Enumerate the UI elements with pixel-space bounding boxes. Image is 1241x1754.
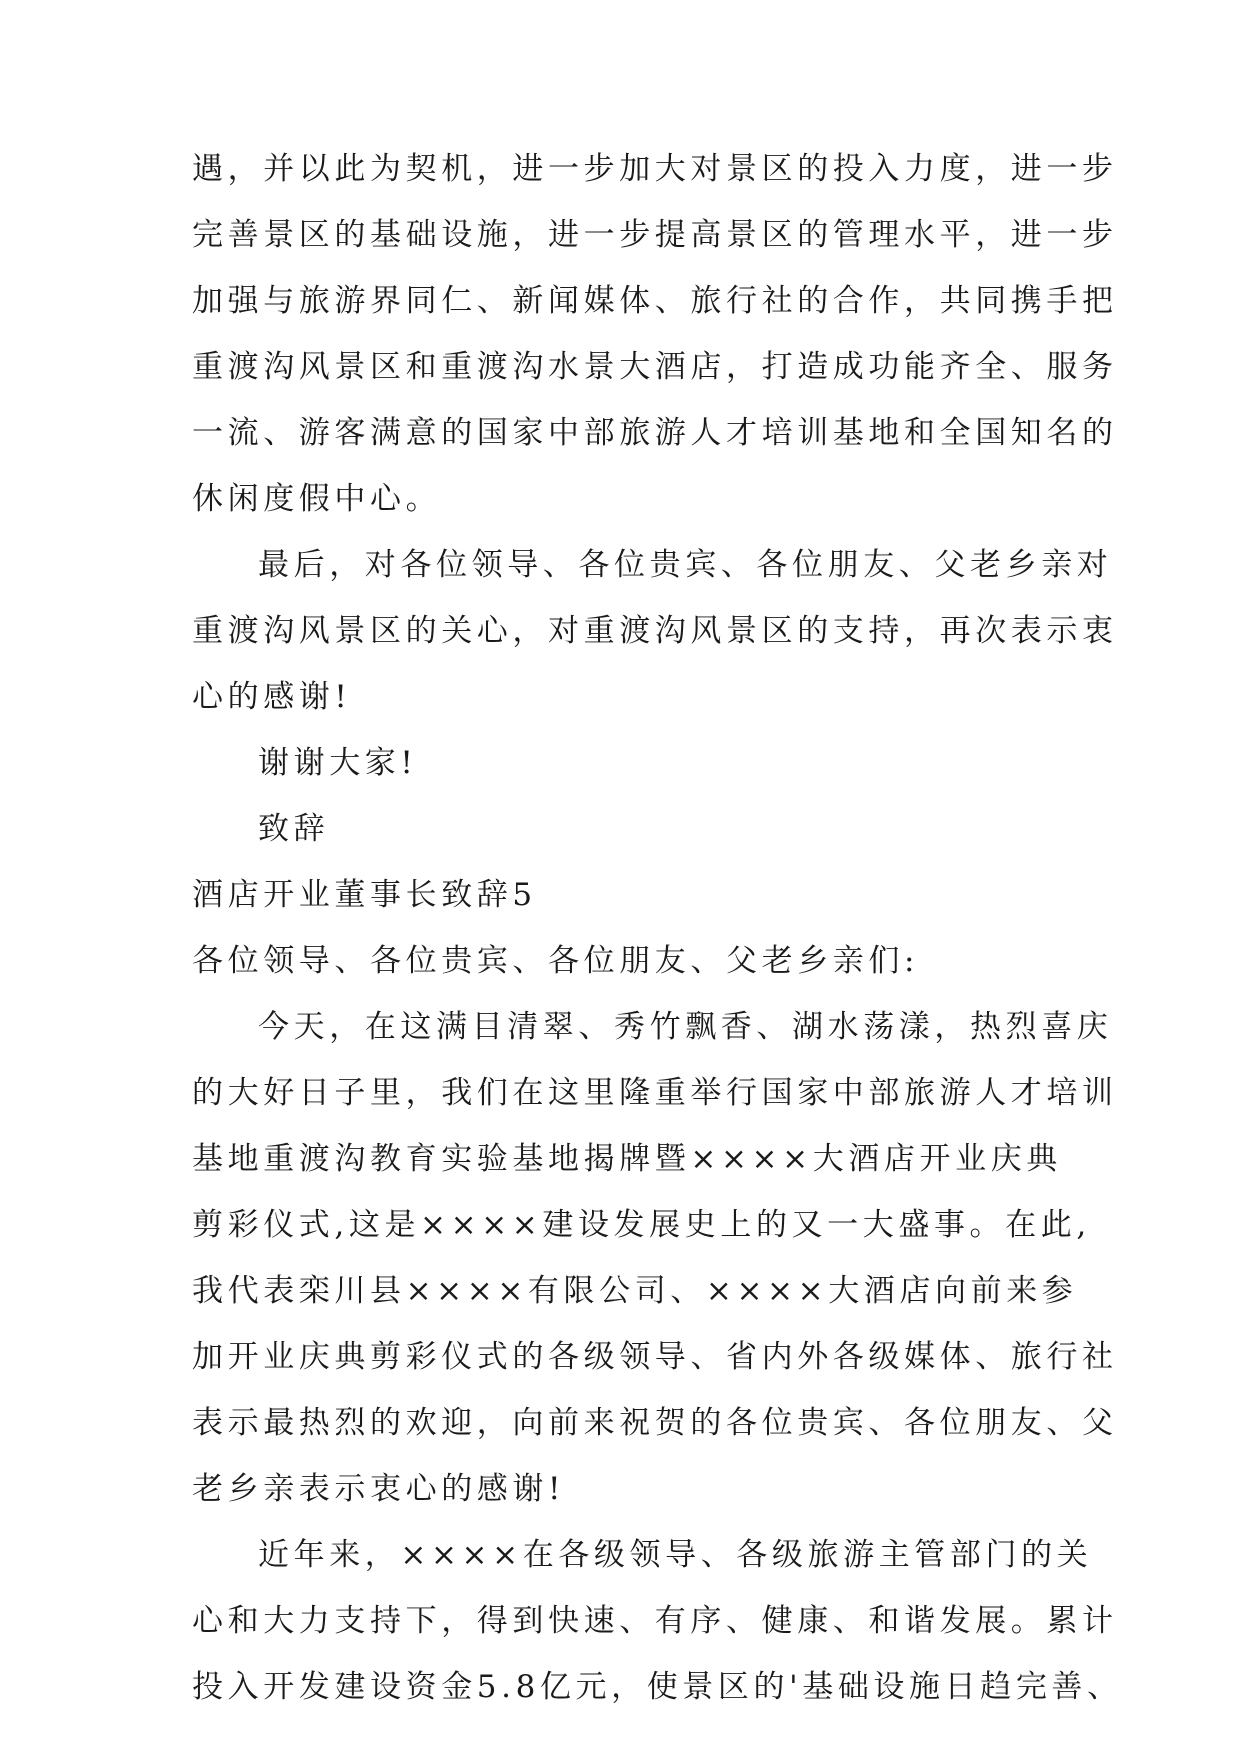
paragraph-first-line: 今天，在这满目清翠、秀竹飘香、湖水荡漾，热烈喜庆: [258, 1009, 1113, 1045]
text-line: 的大好日子里，我们在这里隆重举行国家中部旅游人才培训: [192, 1075, 1118, 1111]
text-line: 加开业庆典剪彩仪式的各级领导、省内外各级媒体、旅行社: [192, 1339, 1118, 1375]
text-line: 心和大力支持下，得到快速、有序、健康、和谐发展。累计: [192, 1603, 1118, 1639]
text-line: 剪彩仪式,这是××××建设发展史上的又一大盛事。在此,: [192, 1207, 1091, 1243]
text-line: 老乡亲表示衷心的感谢!: [192, 1471, 566, 1507]
thanks-line: 谢谢大家!: [258, 745, 418, 781]
paragraph-first-line: 近年来，××××在各级领导、各级旅游主管部门的关: [258, 1537, 1093, 1573]
text-line: 重渡沟风景区和重渡沟水景大酒店，打造成功能齐全、服务: [192, 349, 1118, 385]
text-line: 重渡沟风景区的关心，对重渡沟风景区的支持，再次表示衷: [192, 613, 1118, 649]
text-line: 表示最热烈的欢迎，向前来祝贺的各位贵宾、各位朋友、父: [192, 1405, 1118, 1441]
text-line: 加强与旅游界同仁、新闻媒体、旅行社的合作，共同携手把: [192, 283, 1118, 319]
text-line: 一流、游客满意的国家中部旅游人才培训基地和全国知名的: [192, 415, 1118, 451]
paragraph-first-line: 最后，对各位领导、各位贵宾、各位朋友、父老乡亲对: [258, 547, 1113, 583]
closing-word: 致辞: [258, 811, 330, 847]
text-line: 遇，并以此为契机，进一步加大对景区的投入力度，进一步: [192, 151, 1118, 187]
salutation: 各位领导、各位贵宾、各位朋友、父老乡亲们:: [192, 943, 920, 979]
text-line: 完善景区的基础设施，进一步提高景区的管理水平，进一步: [192, 217, 1118, 253]
text-line: 我代表栾川县××××有限公司、××××大酒店向前来参: [192, 1273, 1078, 1309]
text-line: 心的感谢!: [192, 679, 352, 715]
text-line: 基地重渡沟教育实验基地揭牌暨××××大酒店开业庆典: [192, 1141, 1062, 1177]
text-line: 投入开发建设资金5.8亿元，使景区的'基础设施日趋完善、: [192, 1669, 1123, 1705]
text-line: 休闲度假中心。: [192, 481, 442, 517]
section-heading: 酒店开业董事长致辞5: [192, 877, 537, 913]
